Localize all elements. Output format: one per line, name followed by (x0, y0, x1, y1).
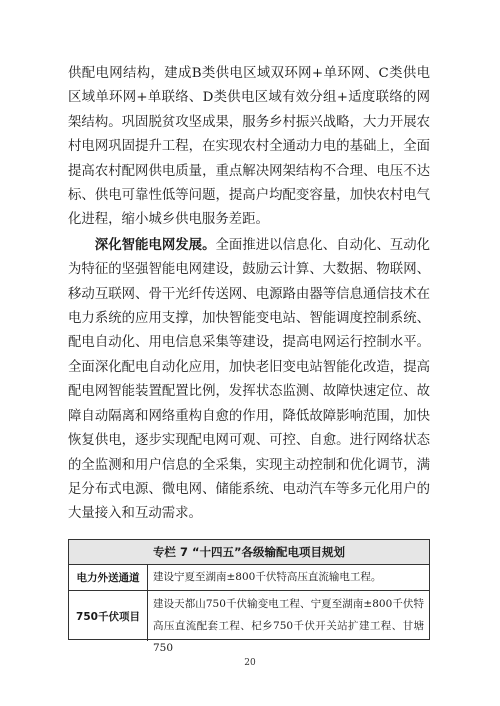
paragraph-smart-grid (68, 233, 430, 527)
box-title: 专栏 7 “十四五”各级输配电项目规划 (69, 540, 429, 565)
box-row (69, 591, 429, 654)
row-label: 电力外送通道 (69, 565, 148, 590)
paragraph-rural-grid: 供配电网结构，建成B类供电区域双环网+单环网、C类供电区域单环网+单联络、D类供电区域有效分组+适度联络的网架结构。巩固脱贫攻坚成果，服务乡村振兴战略，大力开展农村电网巩固提升工程，在实现农村全通动力电的基础上，全面提高农村配网供电质量，重点解决网架结构不合理、电压不达标、供电可靠性低等问题，提高户均配变容量，加快农村电气化进程，缩小城乡供电服务差距。 (68, 66, 430, 228)
paragraph-lead-heading: 深化智能电网发展。 (94, 236, 216, 253)
body-text (68, 62, 430, 527)
paragraph-smart-grid-body: 全面推进以信息化、自动化、互动化为特征的坚强智能电网建设，鼓励云计算、大数据、物联网、移动互联网、骨干光纤传送网、电源路由器等信息通信技术在电力系统的应用支撑，加快智能变电站、智能调度控制系统、配电自动化、用电信息采集等建设，提高电网运行控制水平。全面深化配电自动化应用，加快老旧变电站智能化改造，提高配电网智能装置配置比例，发挥状态监测、故障快速定位、故障自动隔离和网络重构自愈的作用，降低故障影响范围，加快恢复供电，逐步实现配电网可观、可控、自愈。进行网络状态的全监测和用户信息的全采集，实现主动控制和优化调节，满足分布式电源、微电网、储能系统、电动汽车等多元化用户的大量接入和互动需求。 (68, 237, 431, 522)
page-number: 20 (244, 658, 256, 668)
box-row (69, 565, 429, 591)
row-content: 建设天都山750千伏输变电工程、宁夏至湖南±800千伏特高压直流配套工程、杞乡750千伏开关站扩建工程、甘塘750 (153, 598, 424, 654)
row-content: 建设宁夏至湖南±800千伏特高压直流输电工程。 (153, 571, 382, 583)
row-label: 750千伏项目 (69, 591, 148, 641)
project-planning-box (68, 539, 430, 654)
